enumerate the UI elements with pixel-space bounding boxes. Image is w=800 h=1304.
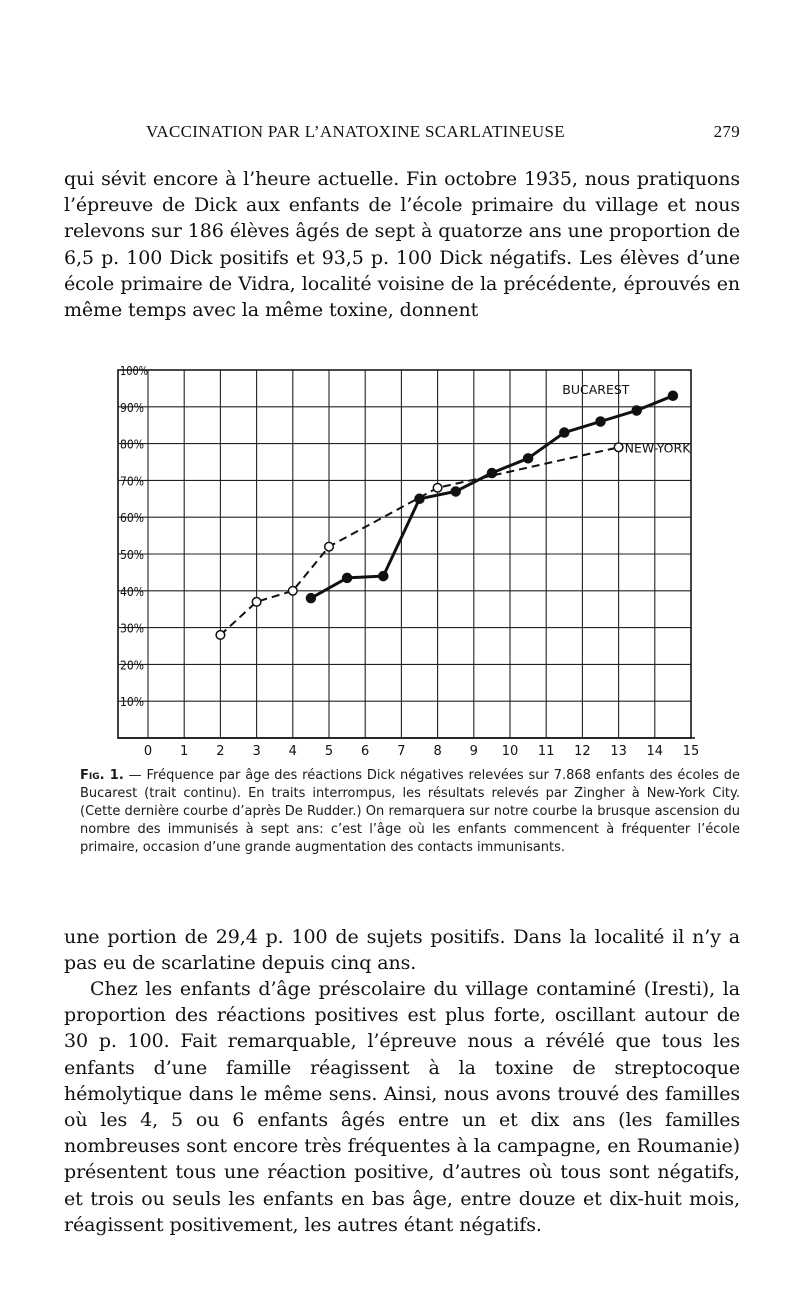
body-paragraph-1: qui sévit encore à l’heure actuelle. Fin octobre 1935, nous pratiquons l’épreuve de Dick aux enfants de l’école primaire du village et nous relevons sur 186 élèves âgés de sept à quatorze ans une proportion de 6,5 p. 100 Dick positifs et 93,5 p. 100 Dick négatifs. Les élèves d’une école primaire de Vidra, localité voisine de la précédente, éprouvés en même temps avec la même toxine, donnent (64, 168, 740, 322)
data-point-new-york-0 (216, 631, 225, 640)
data-point-bucarest-9 (632, 406, 641, 415)
x-tick-label-11: 11 (537, 744, 555, 755)
y-tick-label-70: 70% (120, 473, 145, 489)
series-label-new-york: NEW-YORK (624, 440, 691, 456)
figure-caption-text: — Fréquence par âge des réactions Dick négatives relevées sur 7.868 enfants des écoles de Bucarest (trait continu). En traits interrompus, les résultats relevés par Zingher à New-York City. (Cette dernière courbe d’après De Rudder.) On remarquera sur notre courbe la brusque ascension du nombre des immunisés à sept ans: c’est l’âge où les enfants commencent à fréquenter l’école primaire, occasion d’une grande augmentation des contacts immunisants. (80, 768, 740, 855)
x-tick-label-0: 0 (143, 744, 153, 755)
data-point-bucarest-8 (596, 417, 605, 426)
x-tick-label-3: 3 (252, 744, 261, 755)
x-tick-label-9: 9 (469, 744, 478, 755)
data-point-bucarest-4 (451, 487, 460, 496)
page-number: 279 (713, 122, 740, 141)
y-tick-label-40: 40% (120, 583, 145, 599)
x-tick-label-7: 7 (397, 744, 406, 755)
x-tick-label-13: 13 (610, 744, 627, 755)
body-paragraph-3: Chez les enfants d’âge préscolaire du village contaminé (Iresti), la proportion des réactions positives est plus forte, oscillant autour de 30 p. 100. Fait remarquable, l’épreuve nous a révélé que tous les enfants d’une famille réagissent à la toxine de streptocoque hémolytique dans le même sens. Ainsi, nous avons trouvé des familles où les 4, 5 ou 6 enfants âgés entre un et dix ans (les familles nombreuses sont encore très fréquentes à la campagne, en Roumanie) présentent tous une réaction positive, d’autres où tous sont négatifs, et trois ou seuls les enfants en bas âge, entre douze et dix-huit mois, réagissent positivement, les autres étant négatifs. (64, 978, 740, 1236)
series-label-bucarest: BUCAREST (562, 381, 630, 397)
x-tick-label-8: 8 (433, 744, 442, 755)
x-tick-label-1: 1 (180, 744, 189, 755)
data-point-new-york-1 (252, 598, 261, 607)
figure-caption (80, 767, 740, 857)
y-tick-label-60: 60% (120, 510, 145, 526)
data-point-bucarest-1 (343, 573, 352, 582)
data-point-new-york-5 (614, 443, 623, 452)
data-point-new-york-4 (433, 483, 442, 492)
y-tick-label-90: 90% (120, 399, 145, 415)
y-tick-label-100: 100% (120, 363, 149, 378)
age-dick-negative-chart (100, 360, 710, 755)
y-tick-label-30: 30% (120, 620, 145, 636)
x-tick-label-10: 10 (501, 744, 519, 755)
figure-label: Fig. 1. (80, 768, 124, 783)
x-tick-label-2: 2 (216, 744, 225, 755)
running-title: VACCINATION PAR L’ANATOXINE SCARLATINEUSE (146, 122, 565, 141)
body-paragraph-2: une portion de 29,4 p. 100 de sujets positifs. Dans la localité il n’y a pas eu de scarlatine depuis cinq ans. (64, 926, 740, 975)
y-tick-label-80: 80% (120, 436, 145, 452)
x-tick-label-12: 12 (574, 744, 591, 755)
x-tick-label-4: 4 (288, 744, 297, 755)
x-tick-label-15: 15 (682, 744, 700, 755)
y-tick-label-50: 50% (120, 547, 145, 562)
data-point-bucarest-10 (668, 391, 677, 400)
data-point-new-york-2 (289, 587, 298, 596)
data-point-bucarest-5 (487, 469, 496, 478)
data-point-bucarest-0 (306, 594, 315, 603)
data-point-new-york-3 (325, 542, 334, 551)
y-tick-label-20: 20% (120, 657, 145, 673)
data-point-bucarest-2 (379, 572, 388, 581)
y-tick-label-10: 10% (120, 694, 145, 710)
data-point-bucarest-7 (560, 428, 569, 437)
running-header (64, 122, 740, 146)
x-tick-label-5: 5 (324, 744, 334, 755)
series-line-new-york (220, 447, 618, 635)
x-tick-label-6: 6 (361, 744, 370, 755)
x-tick-label-14: 14 (646, 744, 664, 755)
data-point-bucarest-6 (524, 454, 533, 463)
